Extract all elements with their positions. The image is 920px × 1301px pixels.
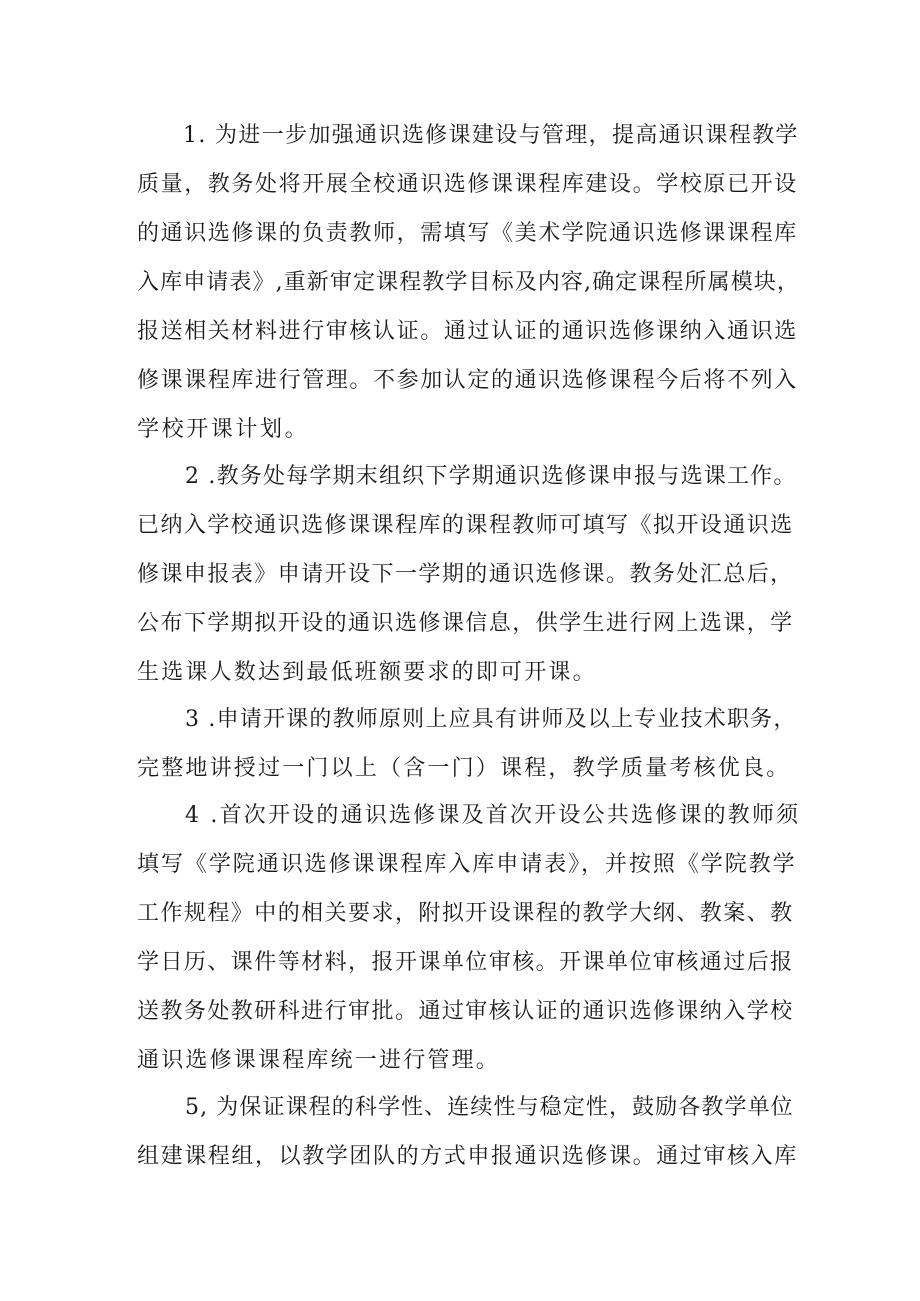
paragraph-line: 2 .教务处每学期末组织下学期通识选修课申报与选课工作。	[185, 464, 797, 489]
paragraph-line: 质量，教务处将开展全校通识选修课课程库建设。学校原已开设	[137, 172, 798, 197]
paragraph-line: 完整地讲授过一门以上（含一门）课程，教学质量考核优良。	[137, 756, 791, 781]
paragraph-line: 4 .首次开设的通识选修课及首次开设公共选修课的教师须	[185, 803, 801, 828]
paragraph-line: 送教务处教研科进行审批。通过审核认证的通识选修课纳入学校	[137, 999, 794, 1024]
paragraph-line: 通识选修课课程库统一进行管理。	[137, 1048, 501, 1073]
paragraph-line: 的通识选修课的负责教师，需填写《美术学院通识选修课课程库	[137, 221, 798, 246]
paragraph-line: 工作规程》中的相关要求，附拟开设课程的教学大纲、教案、教	[137, 901, 794, 926]
paragraph-line: 修课课程库进行管理。不参加认定的通识选修课程今后将不列入	[137, 368, 798, 393]
paragraph-line: 学日历、课件等材料，报开课单位审核。开课单位审核通过后报	[137, 950, 794, 975]
paragraph-line: 1. 为进一步加强通识选修课建设与管理，提高通识课程教学	[183, 123, 799, 148]
paragraph-line: 生选课人数达到最低班额要求的即可开课。	[137, 660, 597, 685]
paragraph-line: 修课申报表》申请开设下一学期的通识选修课。教务处汇总后，	[137, 562, 794, 587]
paragraph-line: 5, 为保证课程的科学性、连续性与稳定性，鼓励各教学单位	[185, 1095, 794, 1120]
paragraph-line: 3 .申请开课的教师原则上应具有讲师及以上专业技术职务，	[185, 707, 797, 732]
paragraph-line: 公布下学期拟开设的通识选修课信息，供学生进行网上选课，学	[137, 611, 794, 636]
paragraph-line: 入库申请表》,重新审定课程教学目标及内容,确定课程所属模块，	[137, 270, 800, 295]
paragraph-line: 已纳入学校通识选修课课程库的课程教师可填写《拟开设通识选	[137, 513, 794, 538]
paragraph-line: 学校开课计划。	[137, 417, 310, 442]
paragraph-line: 报送相关材料进行审核认证。通过认证的通识选修课纳入通识选	[137, 319, 798, 344]
paragraph-line: 填写《学院通识选修课课程库入库申请表》，并按照《学院教学	[137, 852, 797, 877]
paragraph-line: 组建课程组，以教学团队的方式申报通识选修课。通过审核入库	[137, 1144, 798, 1169]
